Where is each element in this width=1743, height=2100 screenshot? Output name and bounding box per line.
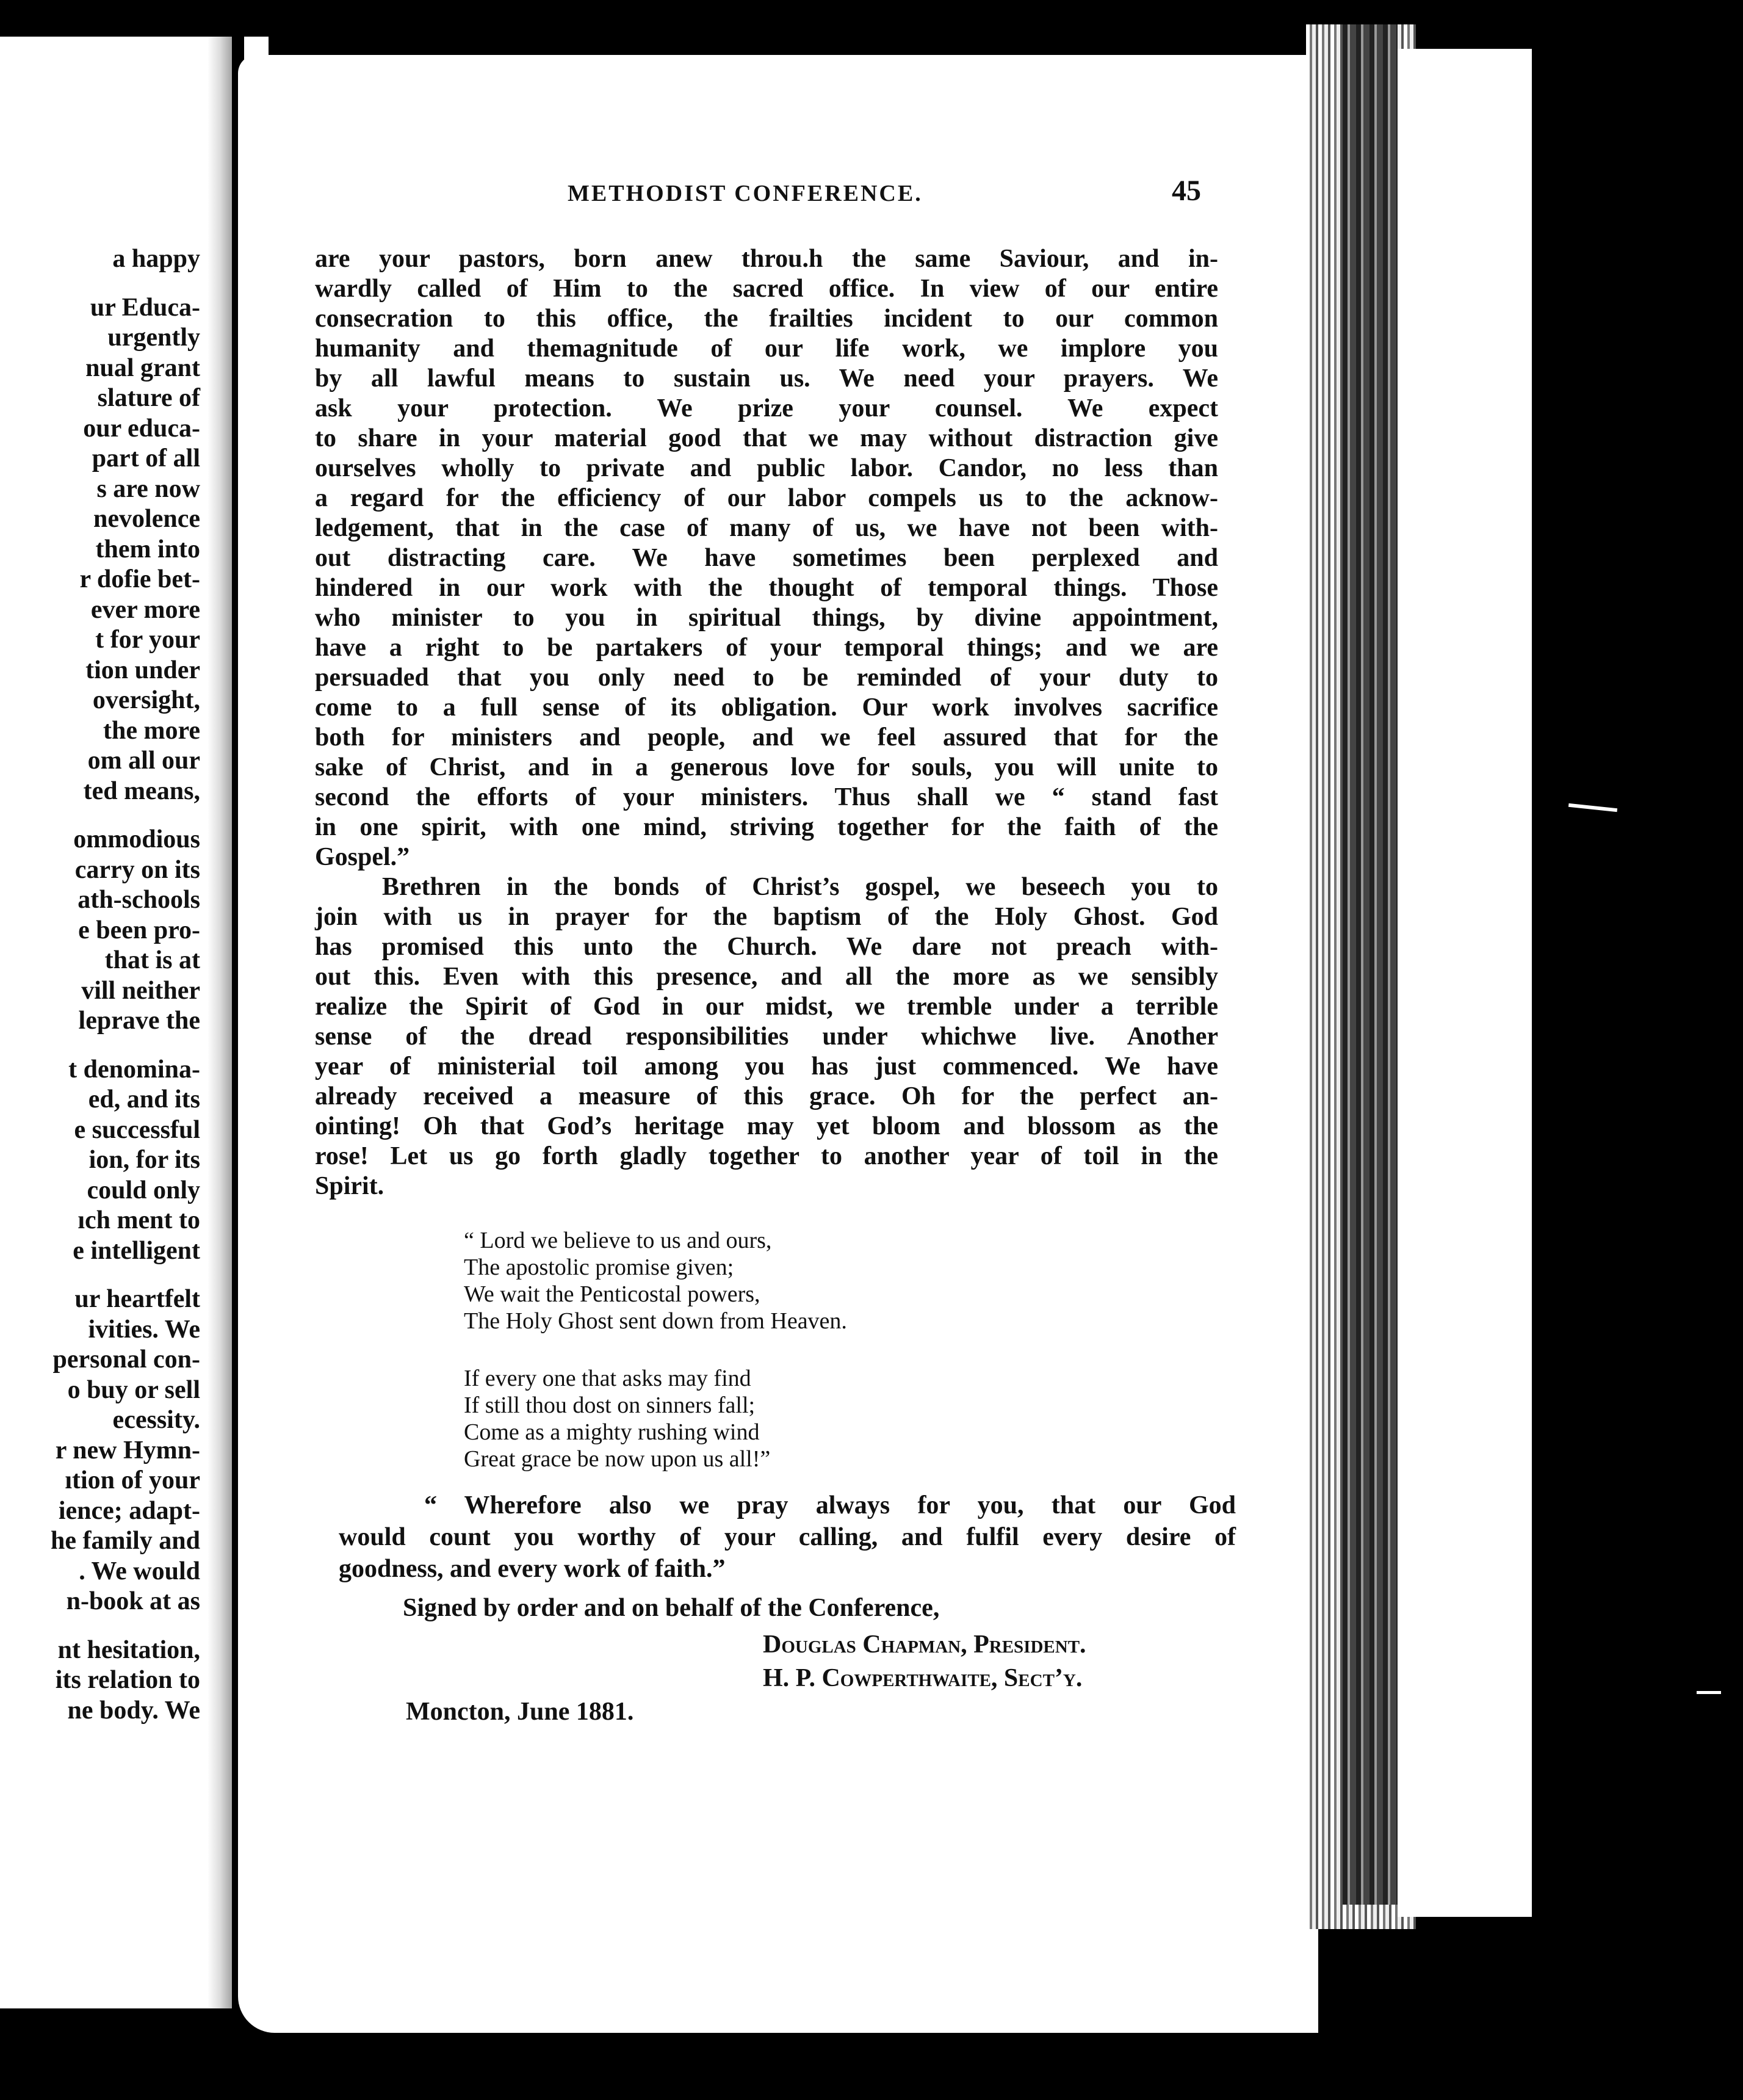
body-line: realize the Spirit of God in our midst, we tremble under a terrible: [315, 993, 1218, 1021]
left-page-line: vill neither: [81, 976, 200, 1005]
body-line: join with us in prayer for the baptism of the Holy Ghost. God: [315, 903, 1218, 931]
hymn-line: Great grace be now upon us all!”: [464, 1446, 771, 1472]
closing-line: “ Wherefore also we pray always for you, that our God: [424, 1491, 1236, 1519]
body-line: out this. Even with this presence, and all the more as we sensibly: [315, 963, 1218, 991]
left-page-line: ivities. We: [88, 1315, 200, 1344]
body-text: [315, 244, 1218, 1201]
body-line: to share in your material good that we may without distraction give: [315, 424, 1218, 452]
body-line: ledgement, that in the case of many of us, we have not been with-: [315, 514, 1218, 542]
line-gap: [5, 1617, 200, 1635]
left-page-line: r new Hymn-: [55, 1436, 200, 1465]
left-page-line: s are now: [96, 474, 200, 503]
line-gap: [5, 806, 200, 825]
left-page-line: t for your: [95, 626, 200, 654]
body-line: in one spirit, with one mind, striving together for the faith of the: [315, 813, 1218, 841]
left-page-line: nevolence: [93, 505, 200, 533]
body-line: humanity and themagnitude of our life work, we implore you: [315, 335, 1218, 363]
left-page-line: ath-schools: [78, 886, 200, 914]
left-page-line: a happy: [112, 245, 200, 273]
body-line: Gospel.”: [315, 843, 410, 871]
hymn-line: We wait the Penticostal powers,: [464, 1281, 760, 1307]
left-page-line: om all our: [87, 747, 200, 775]
scan-speck: [1568, 803, 1617, 812]
body-line: both for ministers and people, and we feel assured that for the: [315, 723, 1218, 751]
left-page-line: o buy or sell: [67, 1375, 200, 1404]
hymn-line: If still thou dost on sinners fall;: [464, 1392, 756, 1418]
hymn-line: The apostolic promise given;: [464, 1255, 734, 1280]
running-head: METHODIST CONFERENCE.: [568, 181, 923, 206]
left-page-line: n-book at as: [66, 1587, 200, 1615]
body-line: wardly called of Him to the sacred office. In view of our entire: [315, 275, 1218, 303]
body-line: are your pastors, born anew throu.h the same Saviour, and in-: [315, 245, 1218, 273]
left-page-line: ion, for its: [88, 1146, 200, 1174]
left-page-line: he family and: [50, 1527, 200, 1555]
body-line: ourselves wholly to private and public labor. Candor, no less than: [315, 454, 1218, 482]
body-line: out distracting care. We have sometimes been perplexed and: [315, 544, 1218, 572]
left-page-line: r dofie bet-: [79, 565, 200, 593]
left-page-line: ience; adapt-: [58, 1496, 200, 1525]
left-page-line: ted means,: [83, 777, 200, 805]
hymn-line: The Holy Ghost sent down from Heaven.: [464, 1308, 847, 1334]
left-page-line: its relation to: [55, 1666, 200, 1694]
left-page-line: our educa-: [83, 414, 200, 443]
left-page-line: urgently: [107, 324, 200, 352]
left-page-line: e been pro-: [78, 916, 200, 944]
body-line: a regard for the efficiency of our labor compels us to the acknow-: [315, 484, 1218, 512]
signature-secretary: H. P. Cowperthwaite, Sect’y.: [763, 1664, 1083, 1692]
body-line: second the efforts of your ministers. Thus shall we “ stand fast: [315, 783, 1218, 811]
body-line: already received a measure of this grace. Oh for the perfect an-: [315, 1082, 1218, 1110]
line-gap: [5, 1266, 200, 1284]
hymn-line: Come as a mighty rushing wind: [464, 1419, 760, 1445]
body-line: sense of the dread responsibilities under whichwe live. Another: [315, 1023, 1218, 1051]
place-date: Moncton, June 1881.: [406, 1698, 634, 1726]
line-gap: [5, 1037, 200, 1055]
body-line: sake of Christ, and in a generous love for souls, you will unite to: [315, 753, 1218, 781]
body-line: have a right to be partakers of your temporal things; and we are: [315, 634, 1218, 662]
left-page-line: ommodious: [73, 825, 200, 853]
body-line: come to a full sense of its obligation. Our work involves sacrifice: [315, 693, 1218, 722]
left-page-line: ur Educa-: [90, 293, 200, 322]
signature-president: Douglas Chapman, President.: [763, 1631, 1086, 1659]
left-page-text: [5, 244, 200, 1726]
body-line: who minister to you in spiritual things, by divine appointment,: [315, 604, 1218, 632]
left-page-line: t denomina-: [68, 1055, 200, 1084]
left-page-line: e intelligent: [73, 1236, 200, 1265]
signed-line: Signed by order and on behalf of the Conference,: [403, 1594, 940, 1622]
left-page-line: part of all: [92, 444, 200, 472]
stanza-gap: [464, 1334, 847, 1365]
hymn-line: If every one that asks may find: [464, 1366, 751, 1391]
left-page-line: tion under: [85, 656, 200, 684]
body-line: Brethren in the bonds of Christ’s gospel, we beseech you to: [382, 873, 1218, 901]
left-page-line: ur heartfelt: [74, 1285, 200, 1313]
left-page-line: nt hesitation,: [57, 1635, 200, 1664]
body-line: rose! Let us go forth gladly together to another year of toil in the: [315, 1142, 1218, 1170]
left-page-line: them into: [95, 535, 200, 563]
left-page-line: ne body. We: [67, 1696, 200, 1725]
left-page-line: that is at: [104, 946, 200, 974]
body-line: hindered in our work with the thought of temporal things. Those: [315, 574, 1218, 602]
body-line: persuaded that you only need to be reminded of your duty to: [315, 664, 1218, 692]
body-line: by all lawful means to sustain us. We need your prayers. We: [315, 364, 1218, 393]
left-page-line: leprave the: [78, 1007, 200, 1035]
back-cover: [1398, 49, 1532, 1917]
left-page-line: nual grant: [85, 353, 200, 382]
left-page-line: carry on its: [74, 855, 200, 884]
closing-line: goodness, and every work of faith.”: [339, 1555, 726, 1583]
body-line: has promised this unto the Church. We dare not preach with-: [315, 933, 1218, 961]
body-line: ask your protection. We prize your counsel. We expect: [315, 394, 1218, 422]
page-number: 45: [1172, 175, 1201, 207]
closing-line: would count you worthy of your calling, and fulfil every desire of: [339, 1523, 1236, 1551]
page-edges-shadow: [1343, 24, 1398, 1905]
left-page-line: ıch ment to: [78, 1206, 200, 1234]
body-line: ointing! Oh that God’s heritage may yet bloom and blossom as the: [315, 1112, 1218, 1140]
left-page-line: . We would: [79, 1557, 200, 1585]
left-page-line: the more: [103, 716, 200, 745]
left-page-line: ıtion of your: [65, 1466, 200, 1494]
left-page-line: personal con-: [52, 1345, 200, 1374]
left-page-line: ever more: [90, 595, 200, 624]
left-page-line: e successful: [74, 1115, 200, 1144]
left-page-line: slature of: [97, 384, 200, 412]
body-line: year of ministerial toil among you has just commenced. We have: [315, 1052, 1218, 1081]
left-page-line: could only: [87, 1176, 200, 1204]
body-line: consecration to this office, the frailties incident to our common: [315, 305, 1218, 333]
hymn-quote: [464, 1227, 847, 1472]
left-page-line: ecessity.: [112, 1406, 200, 1434]
left-page-line: oversight,: [92, 686, 200, 714]
left-page-line: ed, and its: [88, 1085, 200, 1113]
line-gap: [5, 275, 200, 293]
closing-quote: [339, 1490, 1236, 1585]
scan-speck: [1697, 1691, 1721, 1694]
hymn-line: “ Lord we believe to us and ours,: [464, 1228, 772, 1253]
body-line: Spirit.: [315, 1172, 384, 1200]
